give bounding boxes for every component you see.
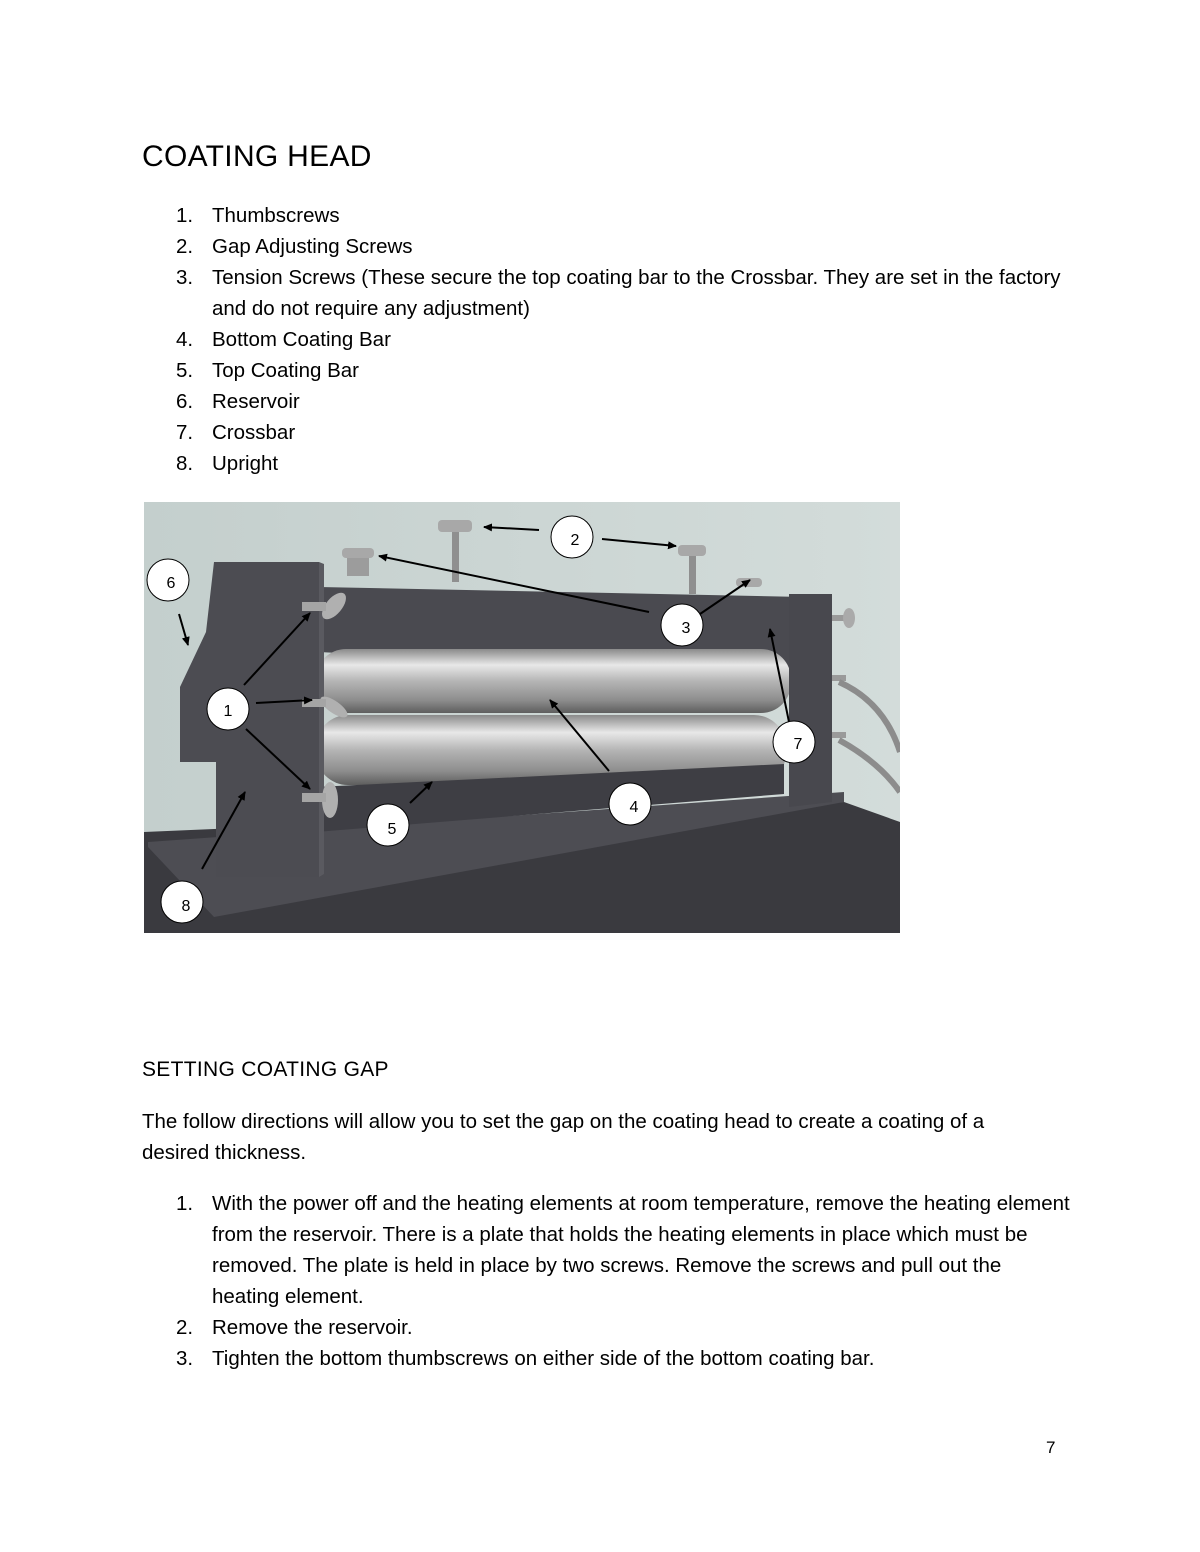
list-text: Tighten the bottom thumbscrews on either side of the bottom coating bar.	[212, 1347, 875, 1370]
list-text: Upright	[212, 452, 279, 475]
callout-2	[551, 516, 593, 558]
coating-head-photo	[144, 502, 900, 933]
list-number: 3.	[176, 266, 194, 289]
list-item	[142, 417, 1062, 448]
callout-7	[773, 721, 815, 763]
list-number: 1.	[176, 204, 194, 227]
callout-label: 3	[681, 620, 691, 637]
section-title-setting-coating-gap: SETTING COATING GAP	[142, 1058, 389, 1081]
callout-5	[367, 804, 409, 846]
gap-screw-head	[678, 545, 706, 556]
tension-screw-head	[736, 578, 762, 587]
list-number: 1.	[176, 1192, 194, 1215]
callout-1	[207, 688, 249, 730]
intro-paragraph: The follow directions will allow you to set the gap on the coating head to create a coating of a desired thickness.	[142, 1110, 985, 1164]
thumbscrew-shaft	[302, 602, 326, 611]
list-text: Remove the reservoir.	[212, 1316, 413, 1339]
list-number: 2.	[176, 1316, 194, 1339]
callout-label: 7	[793, 736, 803, 753]
coating-head-illustration	[144, 502, 900, 933]
thumbscrew-shaft	[832, 732, 846, 738]
callout-4	[609, 783, 651, 825]
list-number: 6.	[176, 390, 194, 413]
list-number: 8.	[176, 452, 194, 475]
steps-list	[142, 1188, 1072, 1374]
list-item	[142, 386, 1062, 417]
page-number: 7	[1046, 1438, 1056, 1457]
thumbscrew	[843, 608, 855, 628]
list-text: Top Coating Bar	[212, 359, 360, 382]
list-item	[142, 324, 1062, 355]
gap-screw-head	[438, 520, 472, 532]
list-text: Tension Screws (These secure the top coating bar to the Crossbar. They are set in the factory and do not require any adjustment)	[212, 266, 1061, 320]
callout-6	[147, 559, 189, 601]
callout-8	[161, 881, 203, 923]
gap-screw-shaft	[689, 554, 696, 594]
right-upright	[789, 594, 832, 807]
list-number: 7.	[176, 421, 194, 444]
list-text: Gap Adjusting Screws	[212, 235, 413, 258]
list-text: Thumbscrews	[212, 204, 340, 227]
callout-3	[661, 604, 703, 646]
parts-list	[142, 200, 1062, 479]
callout-label: 5	[387, 821, 397, 838]
list-item	[142, 448, 1062, 479]
list-item	[142, 231, 1062, 262]
thumbscrew-shaft	[832, 675, 846, 681]
list-text: Bottom Coating Bar	[212, 328, 391, 351]
list-item	[142, 355, 1062, 386]
gap-screw-shaft	[452, 530, 459, 582]
callout-label: 6	[166, 575, 176, 592]
callout-label: 1	[223, 703, 233, 720]
callout-label: 4	[629, 799, 639, 816]
callout-label: 8	[181, 898, 191, 915]
list-number: 2.	[176, 235, 194, 258]
list-item	[142, 1343, 1072, 1374]
list-text: Crossbar	[212, 421, 296, 444]
list-text: With the power off and the heating elements at room temperature, remove the heating element from the reservoir. There is a plate that holds the heating elements in place which must be removed. The plate is held in place by two screws. Remove the screws and pull out the heating element.	[212, 1192, 1070, 1308]
section-title-coating-head: COATING HEAD	[142, 140, 372, 173]
tension-screw-head	[342, 548, 374, 558]
list-item	[142, 200, 1062, 231]
callout-label: 2	[570, 532, 580, 549]
list-item	[142, 262, 1062, 324]
list-number: 4.	[176, 328, 194, 351]
list-text: Reservoir	[212, 390, 300, 413]
list-number: 3.	[176, 1347, 194, 1370]
list-item	[142, 1312, 1072, 1343]
thumbscrew-shaft	[302, 793, 326, 802]
list-item	[142, 1188, 1072, 1312]
list-number: 5.	[176, 359, 194, 382]
tension-screw-spring	[347, 558, 369, 576]
